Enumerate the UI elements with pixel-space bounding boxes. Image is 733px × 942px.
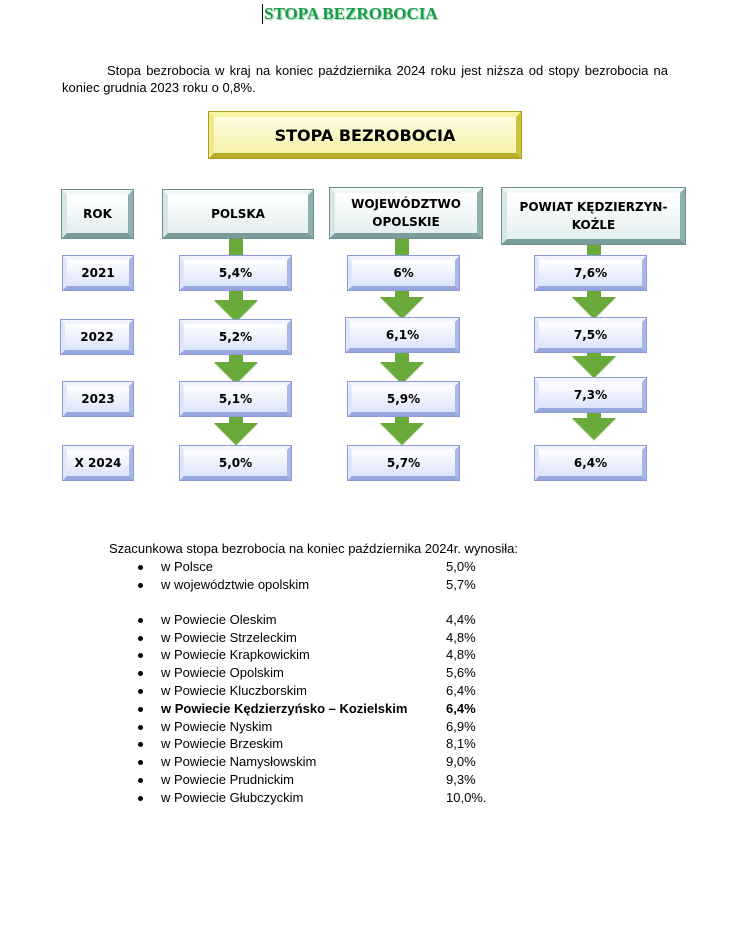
list-item-value: 9,3% [446,772,476,787]
voivodeship-value-cell: 5,7% [348,446,459,480]
county-value-cell: 7,3% [535,378,646,412]
list-item-name: w Powiecie Strzeleckim [161,630,297,645]
intro-paragraph: Stopa bezrobocia w kraj na koniec października 2024 roku jest niższa od stopy bezrobocia na koniec grudnia 2023 roku o 0,8%. [62,63,668,95]
poland-value-cell: 5,4% [180,256,291,290]
list-item-value: 9,0% [446,754,476,769]
list-item-name: w Powiecie Nyskim [161,719,273,734]
bullet-icon [138,796,143,801]
county-value-cell: 6,4% [535,446,646,480]
bullet-icon [138,742,143,747]
list-item-value: 4,8% [446,647,476,662]
list-item-name: w Powiecie Oleskim [161,612,277,627]
header-voivodeship: WOJEWÓDZTWO OPOLSKIE [330,188,482,238]
list-item-value: 4,4% [446,612,476,627]
bullet-icon [138,707,143,712]
poland-value-cell: 5,2% [180,320,291,354]
year-cell: 2022 [61,320,133,354]
bullet-icon [138,618,143,623]
down-arrow-icon [214,300,258,322]
year-cell: X 2024 [63,446,133,480]
bullet-icon [138,671,143,676]
list-item-name: w Powiecie Namysłowskim [161,754,317,769]
list-item-name: w Polsce [161,559,214,574]
list-item-name: w Powiecie Prudnickim [161,772,294,787]
list-item-name: w Powiecie Głubczyckim [161,790,304,805]
list-item [0,611,733,629]
bullet-icon [138,760,143,765]
bullet-icon [138,725,143,730]
list-item [0,629,733,647]
list-item-name: w Powiecie Krapkowickim [161,647,310,662]
poland-value-cell: 5,1% [180,382,291,416]
list-item-value: 6,4% [446,701,476,716]
county-value-cell: 7,5% [535,318,646,352]
header-poland: POLSKA [163,190,313,238]
header-county: POWIAT KĘDZIERZYN-KOŹLE [502,188,685,244]
bullet-icon [138,653,143,658]
list-item-name: w Powiecie Kluczborskim [161,683,307,698]
diagram-banner: STOPA BEZROBOCIA [209,112,521,158]
county-value-cell: 7,6% [535,256,646,290]
list-item [0,753,733,771]
list-item [0,771,733,789]
down-arrow-icon [572,418,616,440]
down-arrow-icon [572,297,616,319]
voivodeship-value-cell: 5,9% [348,382,459,416]
list-item-value: 10,0%. [446,790,487,805]
year-cell: 2023 [63,382,133,416]
down-arrow-icon [572,356,616,378]
list-item-name: w Powiecie Opolskim [161,665,284,680]
list-item [0,735,733,753]
down-arrow-icon [214,423,258,445]
bullet-icon [138,689,143,694]
bullet-icon [138,583,143,588]
list-item [0,576,733,594]
voivodeship-value-cell: 6,1% [346,318,459,352]
list-item [0,646,733,664]
list-item-name: w województwie opolskim [161,577,310,592]
list-item [0,718,733,736]
down-arrow-icon [380,297,424,319]
list-item-value: 5,6% [446,665,476,680]
list-item [0,664,733,682]
list-item [0,789,733,807]
list-item-value: 5,7% [446,577,476,592]
bullet-icon [138,636,143,641]
list-item-name: w Powiecie Brzeskim [161,736,284,751]
list-item [0,682,733,700]
voivodeship-value-cell: 6% [348,256,459,290]
list-item-value: 5,0% [446,559,476,574]
document-title: STOPA BEZROBOCIA [264,4,438,23]
list-item-value: 6,9% [446,719,476,734]
list-item-value: 8,1% [446,736,476,751]
list-item [0,558,733,576]
down-arrow-icon [380,362,424,384]
bullet-icon [138,778,143,783]
poland-value-cell: 5,0% [180,446,291,480]
summary-heading: Szacunkowa stopa bezrobocia na koniec października 2024r. wynosiła: [109,541,519,556]
list-item-name: w Powiecie Kędzierzyńsko – Kozielskim [161,701,408,716]
header-year: ROK [62,190,133,238]
bullet-icon [138,565,143,570]
list-item-highlighted [0,700,733,718]
down-arrow-icon [380,423,424,445]
list-item-value: 4,8% [446,630,476,645]
list-item-value: 6,4% [446,683,476,698]
down-arrow-icon [214,362,258,384]
year-cell: 2021 [63,256,133,290]
